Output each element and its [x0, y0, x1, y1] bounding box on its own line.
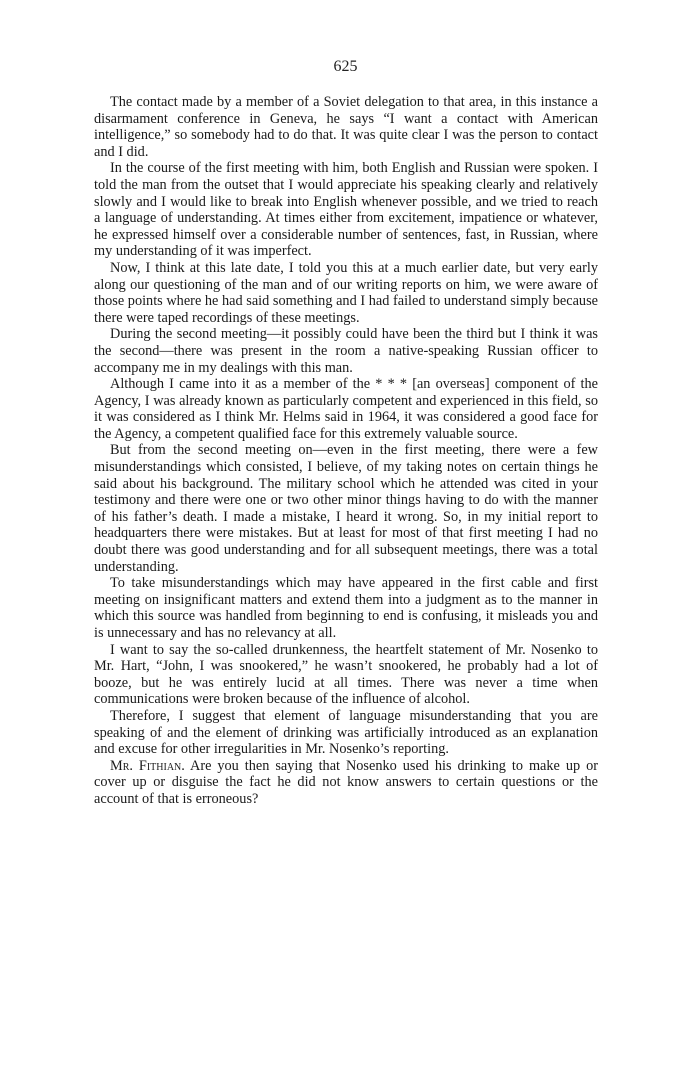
paragraph: Now, I think at this late date, I told you this at a much earlier date, but very early along our questioning of the man and of our writing reports on him, we were aware of those points where he had said something and I had failed to understand simply because there were taped recordings of these meetings. — [94, 259, 598, 326]
paragraph: Although I came into it as a member of the * * * [an overseas] component of the Agency, I was already known as particularly competent and experienced in this field, so it was considered as I think Mr. Helms said in 1964, it was considered a good face for the Agency, a competent qualified face for this extremely valuable source. — [94, 376, 598, 442]
speaker-name: Mr. Fithian. — [110, 757, 185, 774]
testimony-text — [94, 94, 598, 808]
paragraph: The contact made by a member of a Soviet delegation to that area, in this instance a disarmament conference in Geneva, he says “I want a contact with American intelligence,” so somebody had to do that. It was quite clear I was the person to contact and I did. — [94, 94, 598, 160]
paragraph: But from the second meeting on—even in the first meeting, there were a few misunderstandings which consisted, I believe, of my taking notes on certain things he said about his background. The military school which he attended was cited in your testimony and there were one or two other minor things having to do with the manner of his father’s death. I made a mistake, I heard it wrong. So, in my initial report to headquarters there were mistakes. But at least for most of that first meeting I had no doubt there was good understanding and for all subsequent meetings, there was a total understanding. — [94, 442, 598, 575]
paragraph: To take misunderstandings which may have appeared in the first cable and first meeting on insignificant matters and extend them into a judgment as to the manner in which this source was handled from beginning to end is confusing, it misleads you and is unnecessary and has no relevancy at all. — [94, 575, 598, 641]
page-number: 625 — [333, 58, 358, 75]
paragraph: In the course of the first meeting with him, both English and Russian were spoken. I told the man from the outset that I would appreciate his speaking clearly and relatively slowly and I would like to break into English whenever possible, and we tried to reach a language of understanding. At times either from excitement, impatience or whatever, he expressed himself over a considerable number of sentences, fast, in Russian, where my understanding of it was imperfect. — [94, 160, 598, 260]
paragraph: During the second meeting—it possibly could have been the third but I think it was the second—there was present in the room a native-speaking Russian officer to accompany me in my dealings with this man. — [94, 326, 598, 376]
question-text: Are you then saying that Nosenko used his drinking to make up or cover up or disguise the fact he did not know answers to certain questions or the account of that is erroneous? — [94, 757, 598, 807]
question-paragraph — [94, 758, 598, 808]
paragraph: I want to say the so-called drunkenness, the heartfelt statement of Mr. Nosenko to Mr. Hart, “John, I was snookered,” he wasn’t snookered, he probably had a lot of booze, but he was entirely lucid at all times. There was never a time when communications were broken because of the influence of alcohol. — [94, 641, 598, 708]
paragraph: Therefore, I suggest that element of language misunderstanding that you are speaking of and the element of drinking was artificially introduced as an explanation and excuse for other irregularities in Mr. Nosenko’s reporting. — [94, 707, 598, 758]
